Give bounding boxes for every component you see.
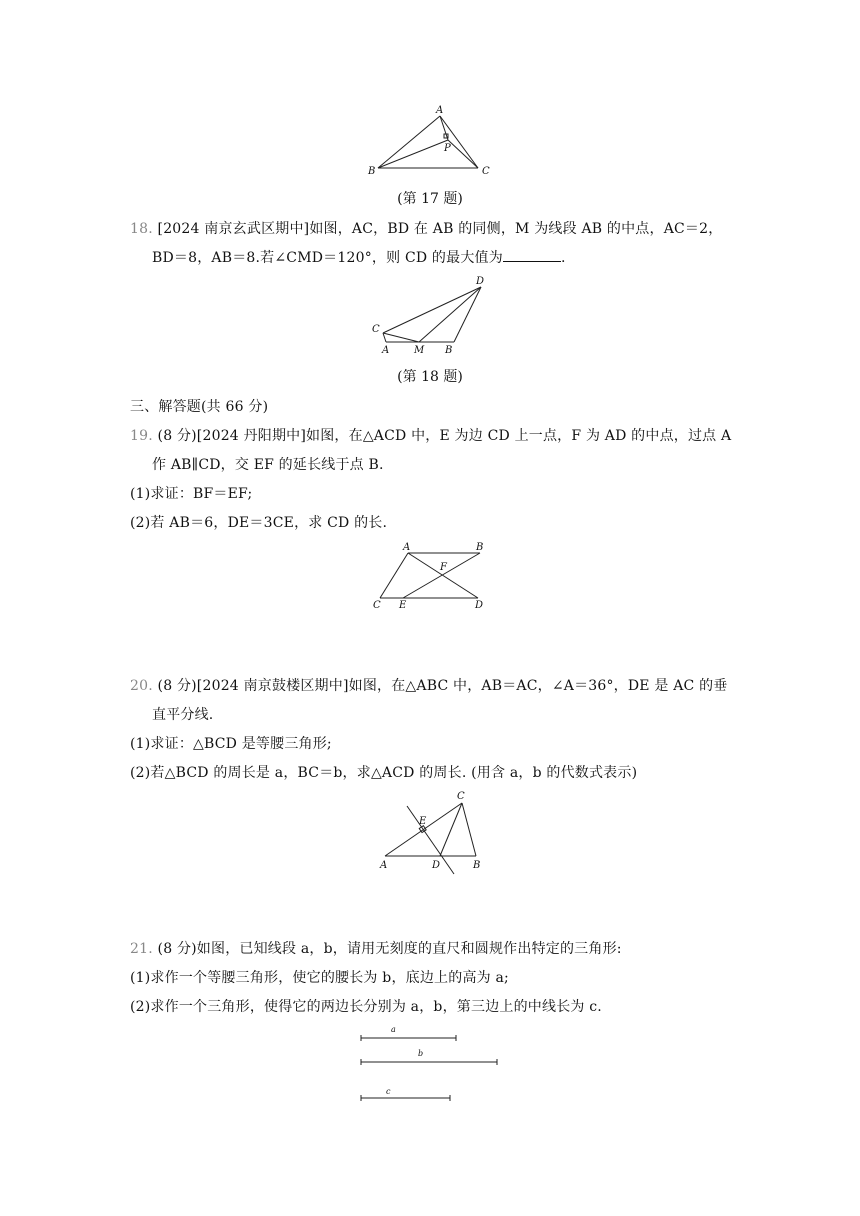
label-A: A [403,542,411,553]
q21-number: 21. [130,941,153,957]
label-c: c [386,1087,391,1096]
label-A: A [380,860,388,871]
figure-21-segments [356,1020,506,1104]
q21-text1: (8 分)如图，已知线段 a，b，请用无刻度的直尺和圆规作出特定的三角形: [157,941,622,957]
label-C: C [372,324,380,335]
section-title: 三、解答题(共 66 分) [130,399,269,415]
answer-blank[interactable] [503,249,561,262]
label-D: D [476,276,485,287]
figure-17 [360,100,500,180]
q19-part1: (1)求证：BF＝EF; [130,486,253,502]
label-C: C [373,600,381,611]
figure-18-diagram [366,272,496,358]
q18-number: 18. [130,221,153,237]
label-B: B [368,166,376,177]
q20-part1: (1)求证：△BCD 是等腰三角形; [130,736,332,752]
q19-text1: (8 分)[2024 丹阳期中]如图，在△ACD 中，E 为边 CD 上一点，F 为 AD 的中点，过点 A [157,428,732,444]
label-P: P [444,143,451,154]
q18-text1: [2024 南京玄武区期中]如图，AC，BD 在 AB 的同侧，M 为线段 AB 的中点，AC＝2， [157,221,723,237]
q20-text1: (8 分)[2024 南京鼓楼区期中]如图，在△ABC 中，AB＝AC，∠A＝36°，DE 是 AC 的垂 [157,678,728,694]
q20-line1 [130,675,728,695]
q21-line1 [130,938,622,958]
figure-17-diagram [360,100,500,180]
q18-text2: BD＝8，AB＝8.若∠CMD＝120°，则 CD 的最大值为 [152,250,503,266]
label-F: F [440,562,447,573]
q19-line1 [130,425,731,445]
label-a: a [391,1025,396,1034]
label-D: D [475,600,484,611]
q21-part1: (1)求作一个等腰三角形，使它的腰长为 b，底边上的高为 a; [130,970,509,986]
label-A: A [436,105,444,116]
figure-19-diagram [368,538,498,614]
q19-line2: 作 AB∥CD，交 EF 的延长线于点 B. [152,457,384,473]
figure-19 [368,538,498,614]
q21-part2: (2)求作一个三角形，使得它的两边长分别为 a，b，第三边上的中线长为 c. [130,999,602,1015]
segments-diagram [356,1020,506,1104]
label-M: M [414,345,425,356]
q20-number: 20. [130,678,153,694]
q18-period: . [560,250,566,266]
q18-line2 [152,247,566,267]
q20-part2: (2)若△BCD 的周长是 a，BC＝b，求△ACD 的周长. (用含 a，b 的代数式表示) [130,765,638,781]
q19-part2: (2)若 AB＝6，DE＝3CE，求 CD 的长. [130,515,388,531]
figure-18 [366,272,496,358]
label-D: D [432,860,441,871]
label-A: A [382,345,390,356]
caption-17: (第 17 题) [397,191,463,207]
q19-number: 19. [130,428,153,444]
label-C: C [482,166,490,177]
q20-line2: 直平分线. [152,707,214,723]
caption-18: (第 18 题) [397,369,463,385]
q18-line1 [130,218,722,238]
label-b: b [418,1049,424,1058]
figure-20 [372,786,496,878]
figure-20-diagram [372,786,496,878]
label-C: C [457,791,465,802]
label-B: B [445,345,453,356]
label-B: B [476,542,484,553]
label-E: E [419,816,427,827]
label-E: E [399,600,407,611]
label-B: B [473,860,481,871]
